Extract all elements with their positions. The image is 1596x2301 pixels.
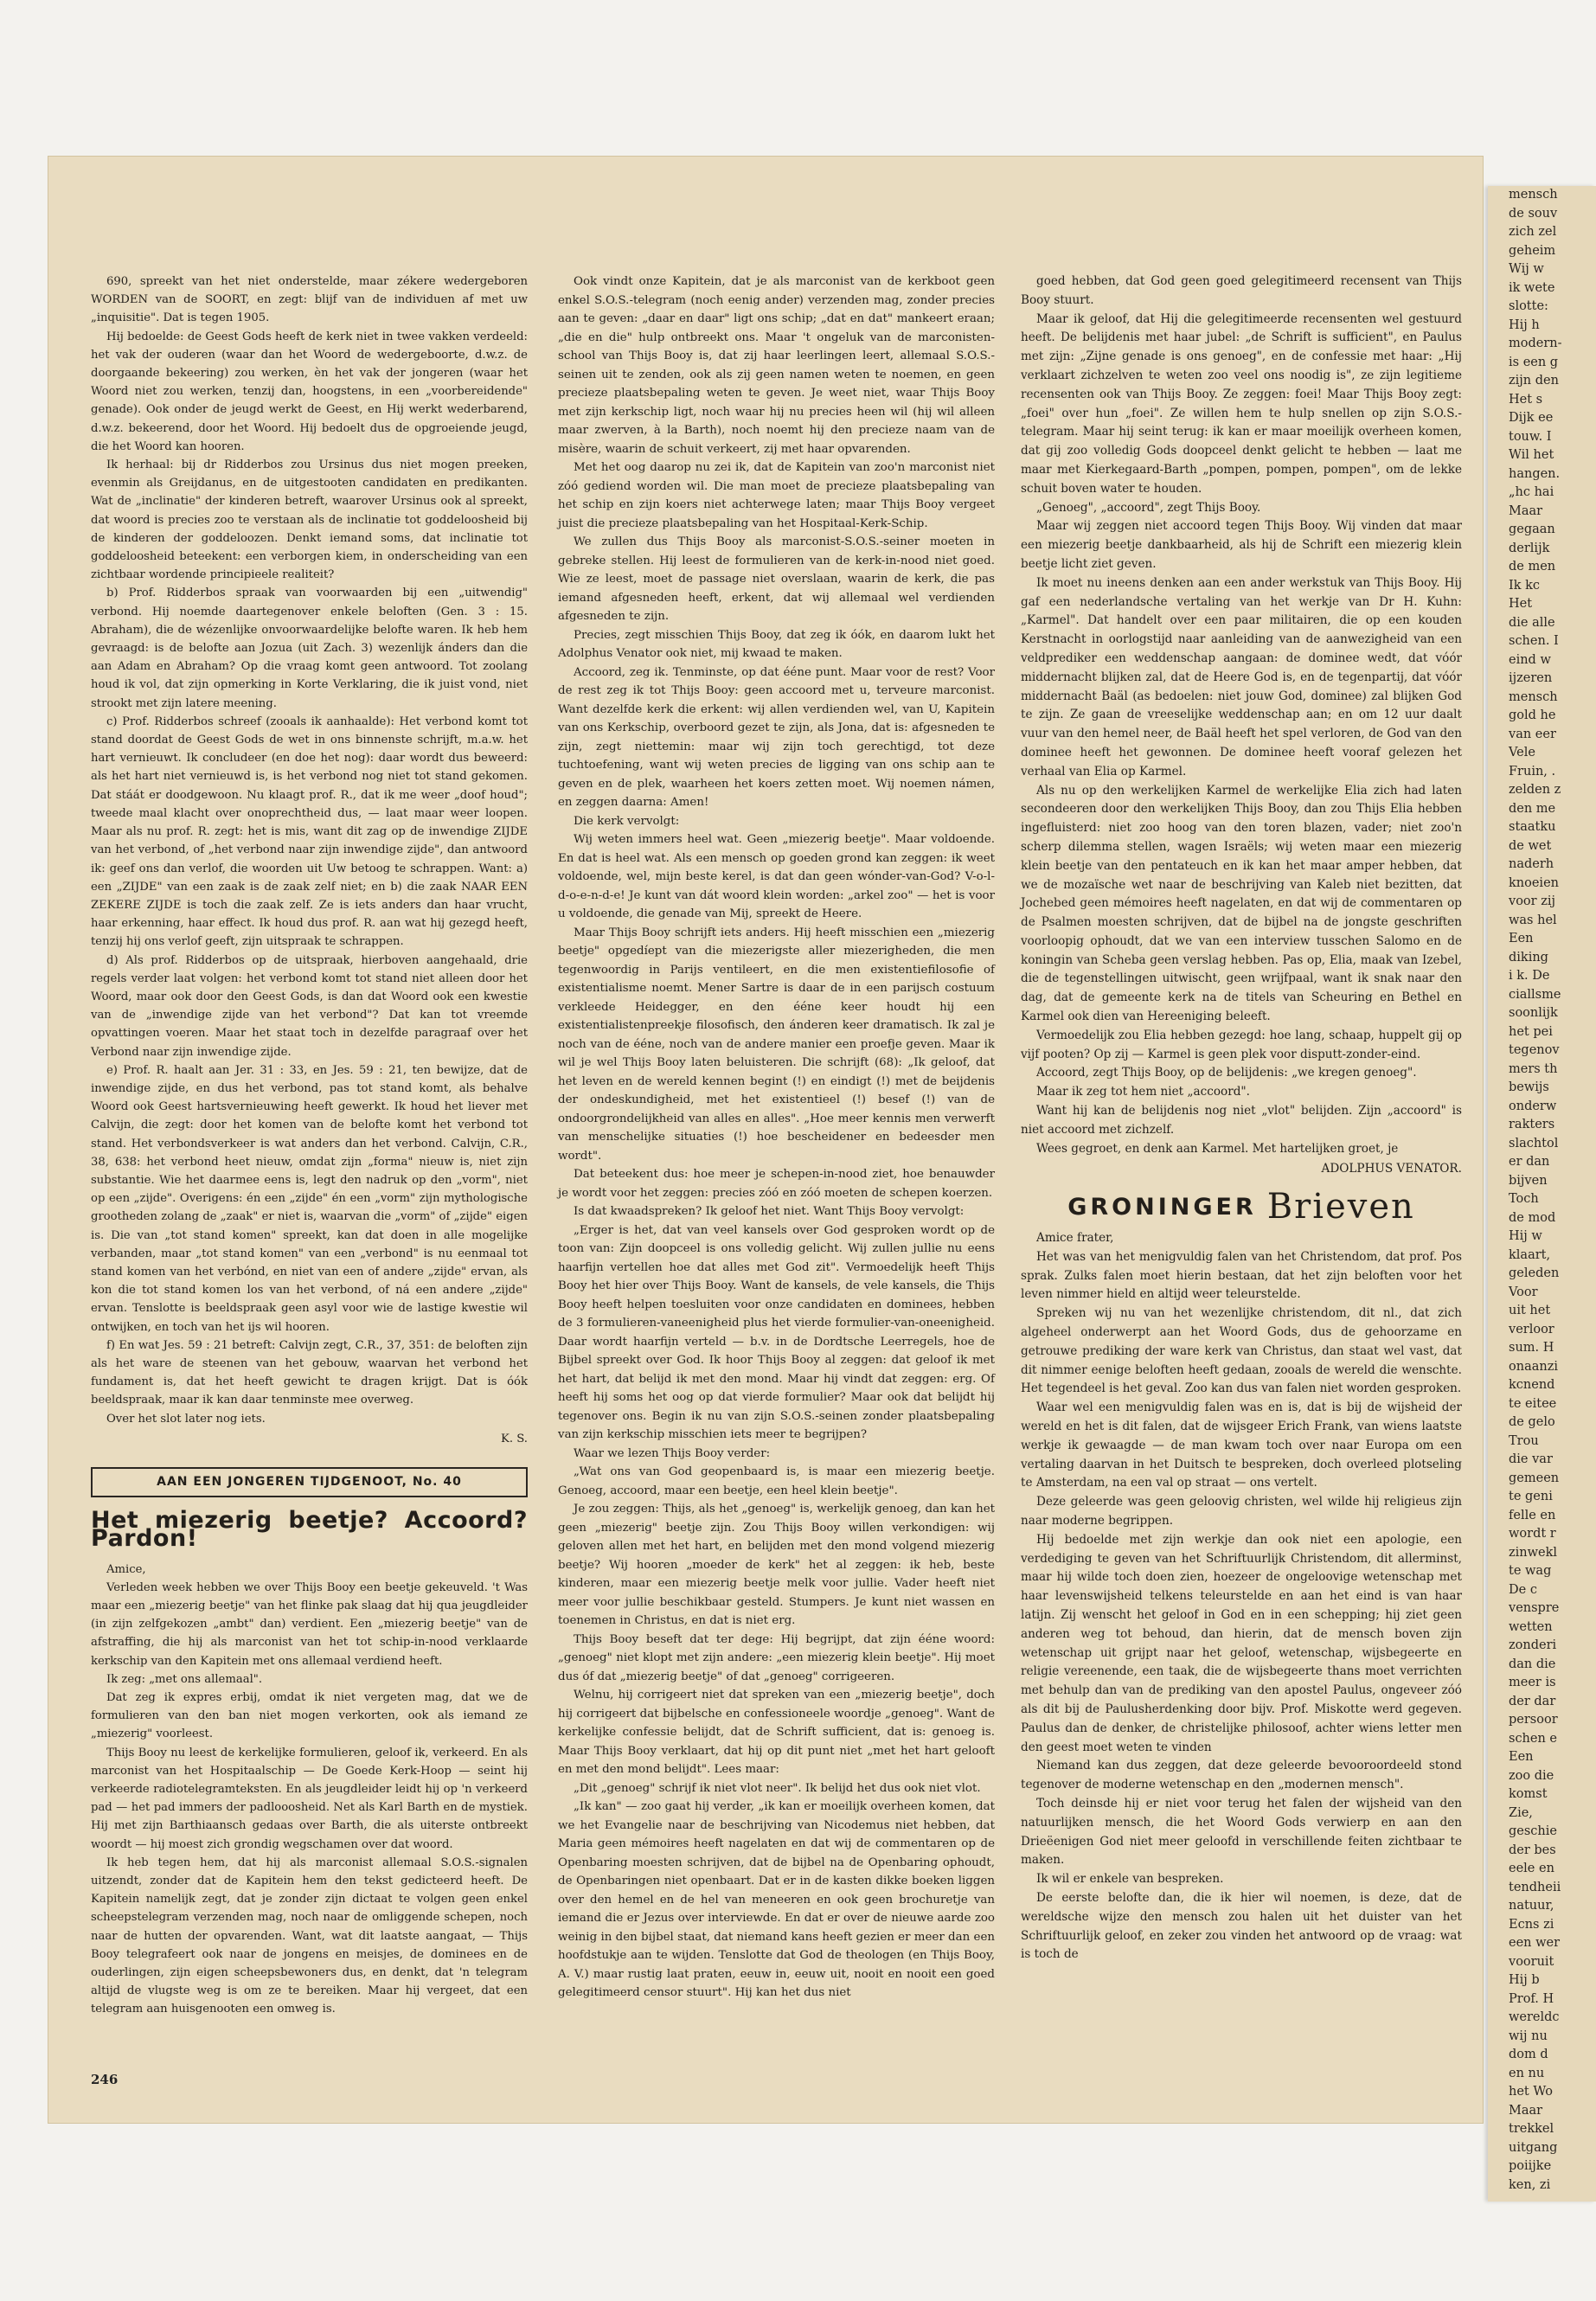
strip-line: Maar xyxy=(1509,503,1543,518)
paragraph: Over het slot later nog iets. xyxy=(106,1412,266,1426)
strip-line: Trou xyxy=(1509,1433,1539,1448)
strip-line: sum. H xyxy=(1509,1341,1554,1355)
strip-line: zinwekl xyxy=(1509,1545,1558,1560)
strip-line: dom d xyxy=(1509,2048,1548,2061)
strip-line: meer is xyxy=(1509,1676,1556,1689)
strip-line: te geni xyxy=(1509,1490,1553,1503)
strip-line: kcnend xyxy=(1509,1378,1555,1392)
paragraph: Maar ik geloof, dat Hij die gelegitimeerde recensenten wel gestuurd heeft. De belijdenis met haar jubel: „de Schrift is sufficient", en Paulus met zijn: „Zijne genade is ons genoeg", en de confessie met haar: „Hij verklaart zichzelven te weten zoo veel ons noodig is", ze zijn legitieme recensenten ook van Thijs Booy. Ze zeggen: foei! Maar Thijs Booy zegt: „foei" over hun „foei". Ze willen hem te hulp snellen op zijn S.O.S.-telegram. Maar hij seint terug: ik kan er maar moeilijk overheen komen, dat gij zoo volledig Gods doopceel denkt gelicht te hebben — laat me maar met Kierkegaard-Barth „pompen, pompen, pompen", om de lekke schuit boven water te houden. xyxy=(1021,311,1462,496)
column-3-body xyxy=(1021,272,1462,1158)
paragraph: Thijs Booy beseft dat ter dege: Hij begrijpt, dat zijn ééne woord: „genoeg" niet klopt met zijn andere: „een miezerig klein beetje". Hij moet dus óf dat „miezerig beetje" of dat „genoeg" corrigeeren. xyxy=(558,1632,995,1683)
paragraph: „Dit „genoeg" schrijf ik niet vlot neer". Ik belijd het dus ook niet vlot. xyxy=(574,1781,981,1795)
paragraph: „Erger is het, dat van veel kansels over God gesproken wordt op de toon van: Zijn doopceel is ons volledig gelicht. Wij zullen jullie nu eens haarfijn vertellen hoe dat alles met God zit". Vermoedelijk heeft Thijs Booy het hier over Thijs Booy. Want de kansels, de vele kansels, die Thijs Booy heeft helpen toesluiten voor onze candidaten en dominees, hebben de 3 formulieren-vaneenigheid plus het vierde formulier-van-oneenigheid. Daar wordt haarfijn verteld — b.v. in de Dordtsche Leerregels, hoe de Bijbel spreekt over God. Ik hoor Thijs Booy al zeggen: dat geloof ik met het hart, dat belijd ik met den mond. Maar hij vindt dat zeggen: erg. Of heeft hij soms het oog op dat vierde formulier? Maar ook dat belijdt hij tegenover ons. Begin ik nu van zijn S.O.S.-seinen zonder plaatsbepaling van zijn kerkschip misschien iets meer te begrijpen? xyxy=(558,1223,995,1441)
paragraph: Maar ik zeg tot hem niet „accoord". xyxy=(1036,1085,1250,1099)
strip-line: er dan xyxy=(1509,1155,1550,1169)
strip-line: gegaan xyxy=(1509,522,1555,536)
paragraph: Verleden week hebben we over Thijs Booy een beetje gekeuveld. 't Was maar een „miezerig beetje" van het flinke pak slaag dat hij qua jeugdleider (in zijn zelfgekozen „ambt" dan) verdient. Een „miezerig beetje" van de afstraffing, die hij als marconist van het tot schip-in-nood verklaarde kerkschip van den Kapitein met ons allemaal verdiend heeft. xyxy=(91,1580,528,1668)
strip-line: Toch xyxy=(1509,1192,1539,1206)
article-title: Het miezerig beetje? Accoord? Pardon! xyxy=(91,1507,528,1553)
strip-line: eind w xyxy=(1509,652,1551,667)
strip-line: zonderi xyxy=(1509,1638,1557,1652)
strip-line: zoo die xyxy=(1509,1768,1554,1783)
paragraph: Spreken wij nu van het wezenlijke christendom, dit nl., dat zich algeheel onderwerpt aan het Woord Gods, dus de gehoorzame en getrouwe prediking der ware kerk van Christus, dan staat wel vast, dat dit nimmer eenige beloften heeft gedaan, zooals de wereld die wenschte. Het tegendeel is het geval. Zoo kan dus van falen niet worden gesproken. xyxy=(1021,1306,1462,1396)
strip-line: wetten xyxy=(1509,1619,1553,1634)
strip-line: te eitee xyxy=(1509,1396,1557,1411)
strip-line: hangen. xyxy=(1509,466,1561,481)
strip-line: gold he xyxy=(1509,708,1556,722)
paragraph: Welnu, hij corrigeert niet dat spreken van een „miezerig beetje", doch hij corrigeert dat bijbelsche en confessioneele woordje „genoeg". Want de kerkelijke confessie belijdt, dat de Schrift sufficient, dat is: genoeg is. Maar Thijs Booy verklaart, dat hij op dit punt niet „met het hart gelooft en met den mond belijdt". Lees maar: xyxy=(558,1689,995,1776)
paragraph: We zullen dus Thijs Booy als marconist-S.O.S.-seiner moeten in gebreke stellen. Hij leest de formulieren van de kerk-in-nood niet goed. Wie ze leest, moet de passage niet overslaan, waarin de kerk, die pas iemand afgesneden heeft, erkent, dat wij allemaal wel verdienden afgesneden te zijn. xyxy=(558,535,995,623)
paragraph: Vermoedelijk zou Elia hebben gezegd: hoe lang, schaap, huppelt gij op vijf pooten? Op zij — Karmel is geen plek voor disputt-zonder-eind. xyxy=(1021,1028,1462,1061)
paragraph: Hij bedoelde met zijn werkje dan ook niet een apologie, een verdediging te geven van het Schriftuurlijk Christendom, dit allerminst, maar hij wilde toch doen zien, hoezeer de ongeloovige wetenschap met haar levenswijsheid telkens teleurstelde en aan het eind is van haar latijn. Zij wenscht het geloof in God en in een schepping; hij ziet geen anderen weg tot behoud, dan hierin, dat de mensch boven zijn wetenschap uit grijpt naar het geloof, wetenschap, wijsbegeerte en religie vereenende, een taak, die de wijsbegeerte thans moet verrichten met behulp dan van de prediking van den apostel Paulus, ongeveer zóó als dit bij de Paulusherdenking door bijv. Prof. Miskotte werd gegeven. Paulus dan de denker, de christelijke philosoof, achter wiens letter men den geest moet weten te vinden xyxy=(1021,1532,1462,1754)
paragraph: e) Prof. R. haalt aan Jer. 31 : 33, en Jes. 59 : 21, ten bewijze, dat de inwendige zijde, en dus het verbond, pas tot stand komt, als behalve Woord ook Geest hartsvernieuwing heeft gewerkt. Ik houd het liever met Calvijn, die zegt: door het komen van de belofte komt het verbond tot stand. Het verbondsverkeer is wat anders dan het verbond. Calvijn, C.R., 38, 638: het verbond heet nieuw, omdat zijn „forma" nieuw is, niet zijn substantie. Wie het daarmee eens is, legt den nadruk op den „vorm", niet op een „zijde". Overigens: én een „zijde" én een „vorm" zijn mythologische grootheden zolang de „zaak" er niet is, waarvan die „vorm" of „zijde" eigen is. Die van „tot stand komen" spreekt, kan dat doen in alle mogelijke verbanden, maar „tot stand komen" van een „verbond" is nu eenmaal tot stand komen van het verbónd, en niet van een of andere „zijde" ervan, als kon die tot stand komen los van het verbond, of ná een andere „zijde" ervan. Tenslotte is beeldspraak geen asyl voor wie de lastige kwestie wil ontwijken, en toch van het ijs wil hooren. xyxy=(91,1063,528,1334)
strip-line: zich zel xyxy=(1509,225,1557,239)
paragraph: Ook vindt onze Kapitein, dat je als marconist van de kerkboot geen enkel S.O.S.-telegram (noch eenig ander) verzenden mag, zonder precies aan te geven: „daar en daar" ligt ons schip; „dat en dat" mankeert eraan; „die en die" hulp ontbreekt ons. Maar 't ongeluk van de marconisten-school van Thijs Booy is, dat zij haar leerlingen leert, allemaal S.O.S.-seinen uit te zenden, ook als zij geen namen weten te noemen, en geen precieze plaatsbepaling weten te geven. Je weet niet, waar Thijs Booy met zijn kerkschip ligt, noch waar hij nu precies heen wil (hij wil alleen maar zwerven, à la Barth), noch noemt hij den precieze naam van de misère, waarin de schuit verkeert, zij met haar opvarenden. xyxy=(558,275,995,456)
strip-line: Maar xyxy=(1509,2103,1543,2118)
strip-line: de souv xyxy=(1509,206,1558,221)
strip-line: ik wete xyxy=(1509,280,1555,295)
strip-line: was hel xyxy=(1509,913,1557,927)
paragraph: c) Prof. Ridderbos schreef (zooals ik aanhaalde): Het verbond komt tot stand doordat de Geest Gods de wet in ons binnenste schrijft, m.a.w. het hart vernieuwt. Ik concludeer (en doe het nog): daar wordt dus beweerd: als het hart niet vernieuwd is, is het verbond nog niet tot stand gekomen. Dat stáát er doodgewoon. Nu klaagt prof. R., dat ik me weer „doof houd"; tweede maal klacht over onoprechtheid dus, — laat maar weer loopen. Maar als nu prof. R. zegt: het is mis, want dit zag op de inwendige ZIJDE van het verbond, of „het verbond naar zijn inwendige zijde", dan antwoord ik: geef ons dan verlof, die woorden uit Uw betoog te schrappen. Want: a) een „ZIJDE" van een zaak is de zaak zelf niet; en b) die zaak NAAR EEN ZEKERE ZIJDE is toch die zaak zelf. Ze is iets anders dan haar vrucht, haar erkenning, haar effect. Ik houd dus prof. R. aan wat hij gezegd heeft, tenzij hij ons verlof geeft, zijn uitspraak te schrappen. xyxy=(91,715,528,949)
strip-line: natuur, xyxy=(1509,1899,1554,1913)
paragraph: Ik moet nu ineens denken aan een ander werkstuk van Thijs Booy. Hij gaf een nederlandsche vertaling van het werkje van Dr H. Kuhn: „Karmel". Dat handelt over een paar militairen, die op een kouden Kerstnacht in oorlogstijd naar aanleiding van de aanwezigheid van een veldprediker een weddenschap aangaan: de dominee wedt, dat vóór middernacht blijken zal, dat de Heere God is, en de tegenpartij, dat vóór middernacht Baäl (as bedoelen: niet jouw God, dominee) zal blijken God te zijn. Ze gaan de vreeselijke weddenschap aan; en om 12 uur daalt vuur van den hemel neer, de Baäl heeft het spel verloren, de God van den dominee heeft het gewonnen. De dominee heeft vooraf gelezen het verhaal van Elia op Karmel. xyxy=(1021,575,1462,779)
strip-line: soonlijk xyxy=(1509,1006,1558,1020)
strip-line: der bes xyxy=(1509,1843,1556,1857)
groninger-heading-word: GRONINGER xyxy=(1067,1194,1257,1221)
paragraph: Als nu op den werkelijken Karmel de werkelijke Elia zich had laten secondeeren door den werkelijken Thijs Booy, dan zou Thijs Elia hebben ingefluisterd: niet zoo hoog van den toren blazen, vader; niet zoo'n scherp dilemma stellen, wagen Israëls; wij weten maar een miezerig klein beetje van den pentateuch en ik kan het maar amper hebben, dat we de mozaïsche wet naar de beschrijving van Kaleb niet bezitten, dat Jochebed geen mémoires heeft nagelaten, en dat wij de commentaren op de Psalmen moesten schrijven, dat de bijbel na de jongste geschriften voorloopig ophoudt, dat we van een interview tusschen Salomo en de koningin van Scheba geen verslag hebben. Pas op, Elia, maak van Izebel, die de tegenstellingen uitwischt, geen wrijfpaal, want ik snak naar den dag, dat de gemeente kerk na de titels van Scheuring en Bethel en Karmel ook dien van Hereeniging beleeft. xyxy=(1021,783,1462,1024)
paragraph: Accoord, zeg ik. Tenminste, op dat ééne punt. Maar voor de rest? Voor de rest zeg ik tot Thijs Booy: geen accoord met u, terveure marconist. Want dezelfde kerk die erkent: wij allen verdienden wel, van U, Kapitein van ons Kerkschip, overboord gezet te zijn, als Jona, dat is: afgesneden te zijn, zegt niettemin: maar wij zijn toch gerechtigd, tot deze tuchtoefening, want wij weten precies de ligging van ons schip aan te geven en de plek, waarheen het koers zetten moet. Wij noemen námen, en zeggen daarna: Amen! xyxy=(558,665,995,809)
strip-line: persoor xyxy=(1509,1713,1558,1727)
strip-line: geleden xyxy=(1509,1266,1560,1280)
groninger-body xyxy=(1021,1248,1462,1965)
strip-line: Dijk ee xyxy=(1509,411,1554,425)
strip-line: voor zij xyxy=(1509,894,1555,908)
paragraph: Ik herhaal: bij dr Ridderbos zou Ursinus dus niet mogen preeken, evenmin als Greijdanus, en de uitgestooten candidaten en predikanten. Wat de „inclinatie" der kinderen betreft, waarover Ursinus ook al spreekt, dat woord is precies zoo te verstaan als de inclinatie tot goddeloosheid bij de kinderen der goddeloozen. Denkt iemand soms, dat inclinatie tot goddeloosheid beteekent: een verborgen kiem, in onderscheiding van een zichtbaar wordende principieele realiteit? xyxy=(91,458,528,582)
paragraph: „Genoeg", „accoord", zegt Thijs Booy. xyxy=(1036,500,1261,515)
strip-line: slachtol xyxy=(1509,1136,1559,1150)
strip-line: en nu xyxy=(1509,2066,1545,2080)
strip-line: dan die xyxy=(1509,1657,1556,1671)
strip-line: wij nu xyxy=(1509,2029,1548,2043)
strip-line: Hij h xyxy=(1509,317,1540,332)
strip-line: onaanzi xyxy=(1509,1359,1558,1374)
paragraph: Waar we lezen Thijs Booy verder: xyxy=(574,1446,771,1460)
strip-line: De c xyxy=(1509,1582,1537,1597)
strip-line: naderh xyxy=(1509,857,1554,871)
column-2 xyxy=(558,272,995,2003)
strip-line: „hc hai xyxy=(1509,485,1554,499)
strip-line: de mod xyxy=(1509,1210,1556,1225)
strip-line: de gelo xyxy=(1509,1415,1555,1429)
strip-line: derlijk xyxy=(1509,541,1550,555)
strip-line: Een xyxy=(1509,1750,1534,1764)
strip-line: staatku xyxy=(1509,820,1556,834)
strip-line: de wet xyxy=(1509,838,1552,853)
paragraph: Want hij kan de belijdenis nog niet „vlot" belijden. Zijn „accoord" is niet accoord met zichzelf. xyxy=(1021,1104,1462,1137)
strip-line: Het s xyxy=(1509,392,1543,407)
paragraph: Wij weten immers heel wat. Geen „miezerig beetje". Maar voldoende. En dat is heel wat. Als een mensch op goeden grond kan zeggen: ik weet voldoende, wel, mijn beste kerel, is dat dan geen wónder-van-God? V-o-l-d-o-e-n-d-e! Je kunt van dát woord klein worden: „arkel zoo" — het is voor u voldoende, die genade van Mij, spreekt de Heere. xyxy=(558,833,995,920)
article-column-1-body xyxy=(91,1579,528,2019)
paragraph: Precies, zegt misschien Thijs Booy, dat zeg ik óók, en daarom lukt het Adolphus Venator ook niet, mij kwaad te maken. xyxy=(558,628,995,660)
strip-line: tendheii xyxy=(1509,1880,1561,1894)
paragraph: 690, spreekt van het niet onderstelde, maar zékere wedergeboren WORDEN van de SOORT, en zegt: blijf van de individuen af met uw „inquisitie". Dat is tegen 1905. xyxy=(91,275,528,325)
strip-line: Voor xyxy=(1509,1285,1538,1299)
paragraph: Ik zeg: „met ons allemaal". xyxy=(106,1672,263,1686)
strip-line: te wag xyxy=(1509,1564,1552,1578)
strip-line: Een xyxy=(1509,932,1534,945)
strip-line: de men xyxy=(1509,560,1556,574)
paragraph: „Ik kan" — zoo gaat hij verder, „ik kan er moeilijk overheen komen, dat we het Evangelie naar de beschrijving van Nicodemus niet hebben, dat Maria geen mémoires heeft nagelaten en dat wij de commentaren op de Openbaring moesten schrijven, dat de bijbel na de Openbaring ophoudt, de Openbaringen niet openbaart. Dat er in de kasten dikke boeken liggen over den hemel en de hel van meneeren en ook geen brochuretje van iemand die er Jezus over interviewde. En dat er over de nieuwe aarde zoo weinig in den bijbel staat, dat niemand kans heeft gezien er meer dan een hoofdstukje aan te wijden. Tenslotte dat God de theologen (en Thijs Booy, A. V.) maar rustig laat praten, eeuw in, eeuw uit, nooit en nooit een goed gelegitimeerd censor stuurt". Hij kan het dus niet xyxy=(558,1800,995,1999)
strip-line: een wer xyxy=(1509,1936,1561,1950)
strip-line: rakters xyxy=(1509,1118,1555,1131)
strip-line: is een g xyxy=(1509,355,1559,369)
strip-line: Vele xyxy=(1509,746,1535,760)
paragraph: Is dat kwaadspreken? Ik geloof het niet. Want Thijs Booy vervolgt: xyxy=(574,1205,965,1218)
adjacent-page-strip xyxy=(1488,186,1596,2202)
strip-line: Hij w xyxy=(1509,1229,1542,1243)
paragraph: Thijs Booy nu leest de kerkelijke formulieren, geloof ik, verkeerd. En als marconist van het Hospitaalschip — De Goede Kerk-Hoop — seint hij verkeerde radiotelegramteksten. En als jeugdleider leidt hij op 'n verkeerd pad — het pad immers der padlooosheid. Net als Karl Barth en de mystiek. Hij met zijn Barthiaansch gedaas over Barth, die als uiterste ontbreekt woordt — hij moest zich grondig wegschamen over dat woord. xyxy=(91,1746,528,1851)
strip-line: Fruin, . xyxy=(1509,764,1556,779)
column-1 xyxy=(91,272,528,2019)
strip-line: Zie, xyxy=(1509,1805,1533,1820)
strip-line: klaart, xyxy=(1509,1247,1551,1262)
strip-line: het pei xyxy=(1509,1024,1553,1039)
groninger-greeting: Amice frater, xyxy=(1036,1231,1114,1246)
column-1-body xyxy=(91,272,528,1428)
paragraph: d) Als prof. Ridderbos op de uitspraak, hierboven aangehaald, drie regels verder laat volgen: het verbond komt tot stand niet alleen door het Woord, maar ook door den Geest Gods, is dan dat Woord ook een kwestie van de „inwendige zijde van het verbond"? Dat kan tot vreemde opvattingen voeren. Maar het staat toch in dezelfde paragraaf over het Verbond naar zijn inwendige zijde. xyxy=(91,953,528,1059)
strip-line: zelden z xyxy=(1509,783,1561,797)
paragraph: Deze geleerde was geen geloovig christen, wel wilde hij religieus zijn naar moderne begrippen. xyxy=(1021,1495,1462,1528)
strip-line: schen e xyxy=(1509,1731,1558,1746)
strip-line: van eer xyxy=(1509,727,1556,741)
paragraph: Met het oog daarop nu zei ik, dat de Kapitein van zoo'n marconist niet zóó gediend worden wil. Die man moet de precieze plaatsbepaling van het schip en zijn koers niet achterwege laten; maar Thijs Booy vergeet juist die precieze plaatsbepaling van het Hospitaal-Kerk-Schip. xyxy=(558,461,995,530)
paragraph: f) En wat Jes. 59 : 21 betreft: Calvijn zegt, C.R., 37, 351: de beloften zijn als het ware de steenen van het gebouw, waarvan het verbond het fundament is, dat het heeft gewicht te dragen krijgt. Dat is óók beeldspraak, maar ik kan daar tenminste mee overweg. xyxy=(91,1338,528,1407)
strip-line: i k. De xyxy=(1509,969,1550,983)
strip-line: komst xyxy=(1509,1787,1548,1801)
page-number: 246 xyxy=(91,2072,119,2087)
paragraph: Het was van het menigvuldig falen van het Christendom, dat prof. Pos sprak. Zulks falen moet hierin bestaan, dat het zijn beloften voor het leven nimmer hield en altijd weer teleurstelde. xyxy=(1021,1249,1462,1302)
paragraph: Maar Thijs Booy schrijft iets anders. Hij heeft misschien een „miezerig beetje" opgedíept van die miezerigste aller miezerigheden, die men tegenwoordig in Parijs ventileert, en die men existentiefilosofie of existentialisme noemt. Mener Sartre is daar de in een parijsch costuum verkleede Heidegger, en den ééne keer houdt hij een existentialistenpreekje filosofisch, den ánderen keer dramatisch. Ik zal je noch van de ééne, noch van de andere manier een proefje geven. Maar ik wil je wel Thijs Booy laten beluisteren. Die schrijft (68): „Ik geloof, dat het leven en de wereld kennen begint (!) en eindigt (!) met de beijdenis der ondeskundigheid, met het existentieel (!) besef (!) van de ondoorgrondelijkheid van alles en alles". „Hoe meer kennis men verwerft van menschelijke situaties (!) hoe bescheidener en bedeesder men wordt". xyxy=(558,926,995,1163)
paragraph: Waar wel een menigvuldig falen was en is, dat is bij de wijsheid der wereld en het is dit falen, dat de wijsgeer Erich Frank, van wiens laatste werkje ik gewaagde — de man kwam toch over naar Europa om een vertaling daarvan in het Duitsch te bespreken, doch overleed plotseling te Amsterdam, na een val op straat — ons vertelt. xyxy=(1021,1400,1462,1490)
strip-line: die alle xyxy=(1509,615,1555,630)
strip-line: Ecns zi xyxy=(1509,1917,1554,1932)
strip-line: het Wo xyxy=(1509,2085,1554,2099)
strip-line: knoeien xyxy=(1509,875,1559,890)
strip-line: mensch xyxy=(1509,188,1558,202)
paragraph: Wees gegroet, en denk aan Karmel. Met hartelijken groet, je xyxy=(1036,1141,1399,1156)
strip-line: Het xyxy=(1509,597,1533,611)
strip-line: diking xyxy=(1509,950,1548,965)
paragraph: Hij bedoelde: de Geest Gods heeft de kerk niet in twee vakken verdeeld: het vak der ouderen (waar dan het Woord de wedergeboorte, d.w.z. de doorgaande bekeering) zou werken, èn het vak der jongeren (waar het Woord niet zou werken, tenzij dan, hoogstens, in een „voorbereidende" genade). Ook onder de jeugd werkt de Geest, en Hij werkt wederbarend, d.w.z. bekeerend, door het Woord. Hij bedoelt dus de opgroeiende jeugd, die het Woord kan hooren. xyxy=(91,330,528,453)
paragraph: Toch deinsde hij er niet voor terug het falen der wijsheid van den natuurlijken mensch, die het Woord Gods verwierp en aan den Drieëenigen God niet meer geloofd in verschillende feiten zichtbaar te maken. xyxy=(1021,1796,1462,1868)
strip-line: gemeen xyxy=(1509,1471,1560,1485)
strip-line: den me xyxy=(1509,801,1556,816)
paragraph: Die kerk vervolgt: xyxy=(574,814,680,828)
strip-line: verloor xyxy=(1509,1322,1554,1336)
paragraph: Dat beteekent dus: hoe meer je schepen-in-nood ziet, hoe benauwder je wordt voor het zeggen: precies zóó en zóó moeten de schepen koerzen. xyxy=(558,1168,995,1200)
strip-line: bewijs xyxy=(1509,1080,1549,1094)
strip-line: tegenov xyxy=(1509,1043,1560,1057)
strip-line: eele en xyxy=(1509,1862,1554,1875)
strip-line: Ik kc xyxy=(1509,578,1541,593)
paragraph: Ik wil er enkele van bespreken. xyxy=(1036,1872,1224,1887)
series-title-box: AAN EEN JONGEREN TIJDGENOOT, No. 40 xyxy=(91,1467,528,1497)
strip-line: Prof. H xyxy=(1509,1991,1554,2006)
strip-line: vooruit xyxy=(1509,1954,1554,1969)
paragraph: Je zou zeggen: Thijs, als het „genoeg" is, werkelijk genoeg, dan kan het geen „miezerig" beetje zijn. Zou Thijs Booy willen verkondigen: wij geloven allen met het hart, en belijden met den mond volgend miezerig beetje? Wij hooren „moeder de kerk" het al zeggen: ik heb, beste kinderen, maar een miezerig beetje melk voor jullie. Vader heeft niet meer voor jullie beschikbaar gesteld. Stumpers. Je kunt niet wassen en toenemen in Christus, en dat is niet erg. xyxy=(558,1503,995,1627)
adjacent-page-text xyxy=(1488,186,1596,2195)
groninger-brieven-heading xyxy=(1021,1187,1462,1227)
column-2-body xyxy=(558,272,995,2003)
strip-line: trekkel xyxy=(1509,2122,1554,2136)
paragraph: Ik heb tegen hem, dat hij als marconist allemaal S.O.S.-signalen uitzendt, zonder dat de Kapitein hem den tekst gedicteerd heeft. De Kapitein namelijk zegt, dat je zonder zijn dictaat te volgen geen enkel scheepstelegram verzenden mag, noch naar de omliggende schepen, noch naar de hutten der opvarenden. Want, wat dit laatste aangaat, — Thijs Booy telegrafeert ook naar de jongens en meisjes, de dominees en de ouderlingen, zijn eigen scheepsbewoners dus, en denkt, dat 'n telegram altijd de vlugste weg is om ze te bereiken. Maar hij vergeet, dat een telegram aan huisgenooten een omweg is. xyxy=(91,1856,528,2016)
strip-line: Wil het xyxy=(1509,448,1554,462)
column-3 xyxy=(1021,272,1462,1965)
strip-line: wordt r xyxy=(1509,1527,1556,1541)
strip-line: uit het xyxy=(1509,1304,1551,1317)
paragraph: De eerste belofte dan, die ik hier wil noemen, is deze, dat de wereldsche wijze den mensch zou halen uit het duister van het Schriftuurlijk geloof, en zeker zou vinden het antwoord op de vraag: wat is toch de xyxy=(1021,1890,1462,1962)
strip-line: Hij b xyxy=(1509,1973,1540,1987)
strip-line: der dar xyxy=(1509,1694,1556,1708)
strip-line: bijven xyxy=(1509,1173,1548,1188)
strip-line: felle en xyxy=(1509,1508,1556,1522)
strip-line: geheim xyxy=(1509,243,1556,258)
strip-line: Wij w xyxy=(1509,262,1544,276)
paragraph: Niemand kan dus zeggen, dat deze geleerde bevooroordeeld stond tegenover de moderne wetenschap en den „modernen mensch". xyxy=(1021,1759,1462,1792)
strip-line: schen. I xyxy=(1509,634,1559,648)
strip-line: touw. I xyxy=(1509,429,1552,444)
paragraph: b) Prof. Ridderbos spraak van voorwaarden bij een „uitwendig" verbond. Hij noemde daartegenover enkele beloften (Gen. 3 : 15. Abraham), die de wézenlijke onvoorwaardelijke belofte waren. Ik heb hem gevraagd: is de belofte aan Jozua (uit Zach. 3) wezenlijk ánders dan die aan Adam en Abraham? Op die vraag komt geen antwoord. Tot zoolang houd ik vol, dat zijn opmerking in Korte Verklaring, die ik juist vond, niet strookt met zijn latere meening. xyxy=(91,586,528,710)
strip-line: geschie xyxy=(1509,1824,1557,1838)
newspaper-page xyxy=(48,156,1484,2124)
strip-line: ciallsme xyxy=(1509,987,1561,1002)
paragraph: Dat zeg ik expres erbij, omdat ik niet vergeten mag, dat we de formulieren van den ban niet mogen verkorten, ook als iemand ze „miezerig" voorleest. xyxy=(91,1691,528,1741)
strip-line: slotte: xyxy=(1509,299,1548,313)
strip-line: modern- xyxy=(1509,336,1562,350)
strip-line: poiijke xyxy=(1509,2159,1552,2173)
article-greeting: Amice, xyxy=(106,1562,146,1576)
strip-line: mensch xyxy=(1509,689,1558,704)
strip-line: uitgang xyxy=(1509,2140,1558,2155)
strip-line: mers th xyxy=(1509,1061,1558,1076)
strip-line: onderw xyxy=(1509,1099,1557,1113)
paragraph: Maar wij zeggen niet accoord tegen Thijs Booy. Wij vinden dat maar een miezerig beetje dankbaarheid, als hij de Schrift een miezerig klein beetje licht ziet geven. xyxy=(1021,519,1462,571)
strip-line: ijzeren xyxy=(1509,671,1553,685)
column-3-signature: ADOLPHUS VENATOR. xyxy=(1321,1162,1462,1176)
brieven-heading-word: Brieven xyxy=(1266,1187,1415,1227)
paragraph: goed hebben, dat God geen goed gelegitimeerd recensent van Thijs Booy stuurt. xyxy=(1021,274,1462,307)
strip-line: venspre xyxy=(1509,1601,1560,1615)
strip-line: ken, zi xyxy=(1509,2177,1551,2192)
column-1-signature: K. S. xyxy=(501,1432,528,1445)
paragraph: „Wat ons van God geopenbaard is, is maar een miezerig beetje. Genoeg, accoord, maar een beetje, een heel klein beetje". xyxy=(558,1465,995,1497)
strip-line: die var xyxy=(1509,1452,1553,1466)
strip-line: zijn den xyxy=(1509,374,1559,388)
strip-line: wereldc xyxy=(1509,2010,1560,2024)
paragraph: Accoord, zegt Thijs Booy, op de belijdenis: „we kregen genoeg". xyxy=(1036,1066,1417,1080)
